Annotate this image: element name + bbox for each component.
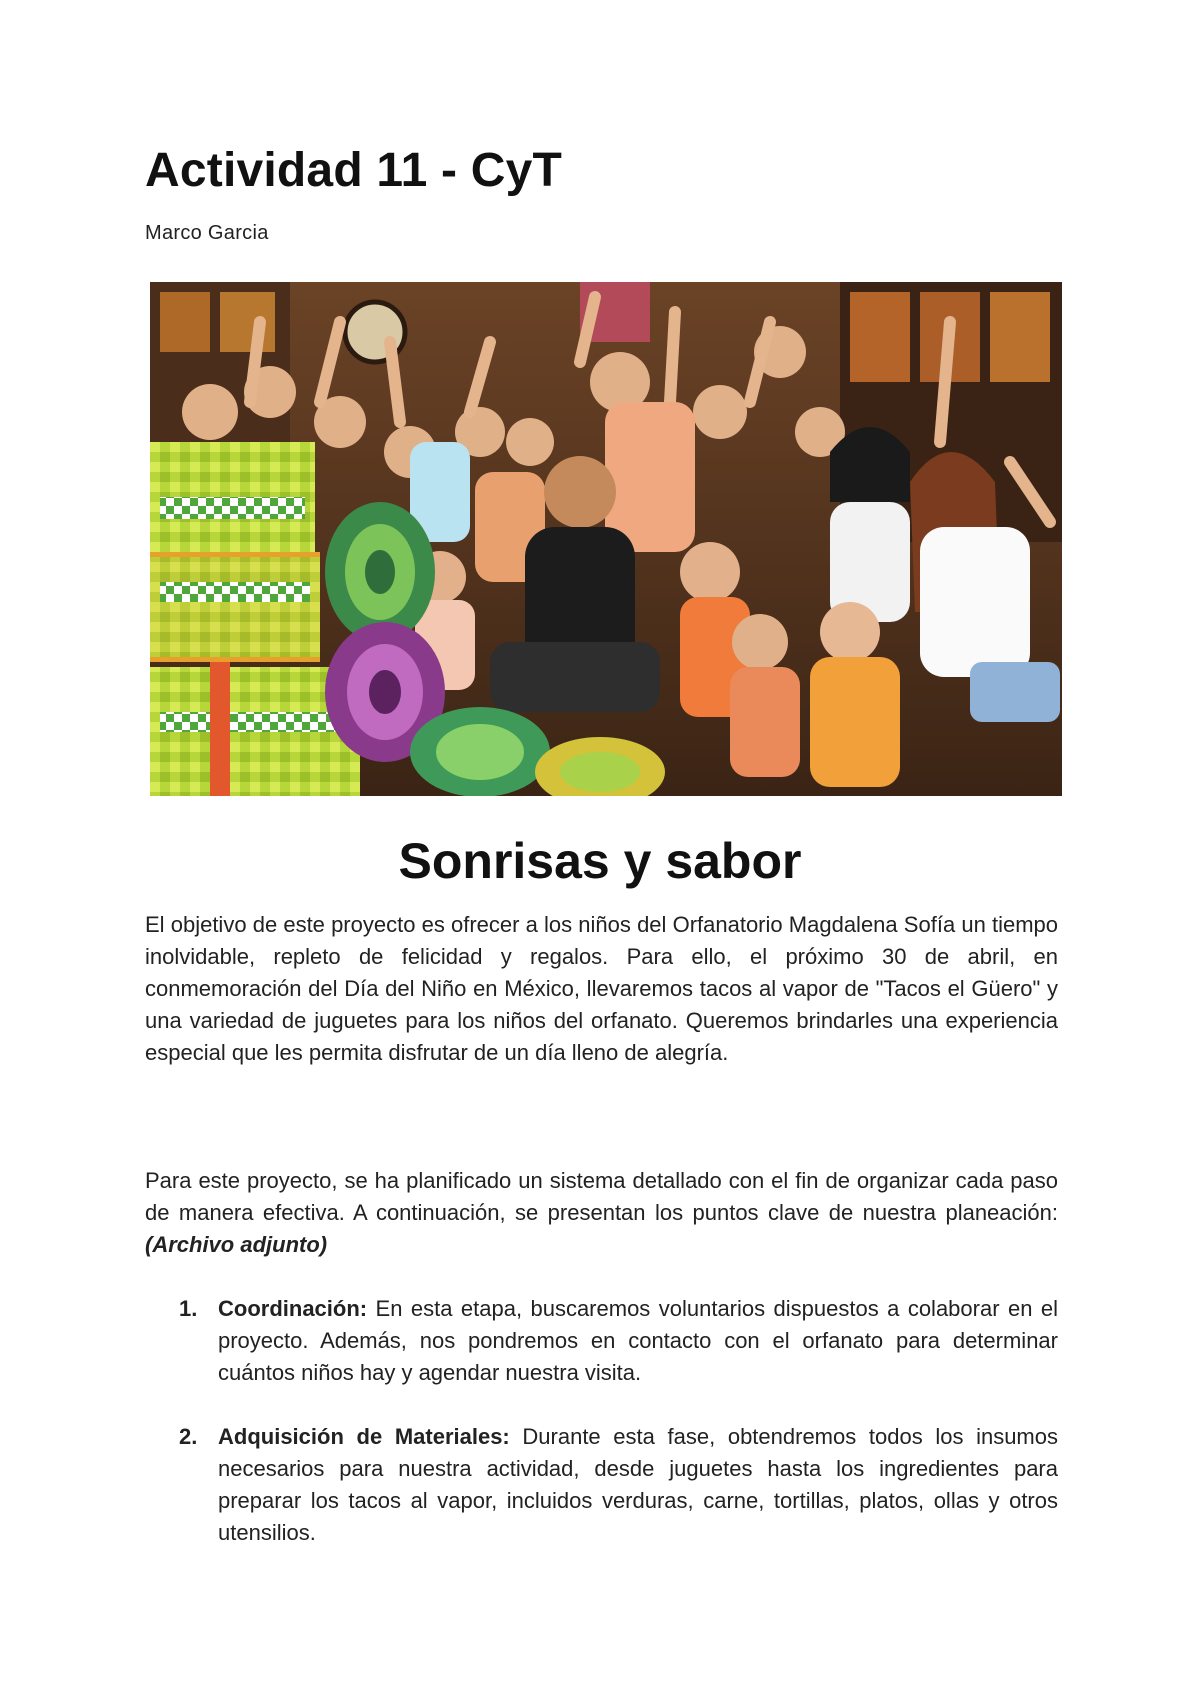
planning-paragraph-text: Para este proyecto, se ha planificado un sistema detallado con el fin de organizar cada paso de manera efectiva. A continuación, se presentan los puntos clave de nuestra planeación: [145,1168,1058,1225]
list-item-text: Durante esta fase, obtendremos todos los insumos necesarios para nuestra actividad, desde juguetes hasta los ingredientes para preparar los tacos al vapor, incluidos verduras, carne, tortillas, platos, ollas y otros utensilios. [218,1424,1058,1545]
list-item-text: En esta etapa, buscaremos voluntarios dispuestos a colaborar en el proyecto. Además, nos pondremos en contacto con el orfanato para determinar cuántos niños hay y agendar nuestra visita. [218,1296,1058,1385]
author-name: Marco Garcia [145,222,269,244]
list-item-title: Coordinación: [218,1296,368,1321]
photo-illustration [150,282,1062,796]
planning-paragraph [145,1165,1058,1261]
group-photo-image [150,282,1062,796]
list-item [145,1421,1058,1549]
list-item-number: 2. [179,1424,198,1449]
list-item-number: 1. [179,1296,198,1321]
planning-steps-list [145,1293,1058,1581]
list-item-title: Adquisición de Materiales: [218,1424,510,1449]
section-heading: Sonrisas y sabor [398,833,802,889]
objective-paragraph: El objetivo de este proyecto es ofrecer a los niños del Orfanatorio Magdalena Sofía un tiempo inolvidable, repleto de felicidad y regalos. Para ello, el próximo 30 de abril, en conmemoración del Día del Niño en México, llevaremos tacos al vapor de "Tacos el Güero" y una variedad de juguetes para los niños del orfanato. Queremos brindarles una experiencia especial que les permita disfrutar de un día lleno de alegría. [145,912,1058,1065]
list-item [145,1293,1058,1389]
attachment-reference: (Archivo adjunto) [145,1232,328,1257]
document-title: Actividad 11 - CyT [145,144,563,197]
